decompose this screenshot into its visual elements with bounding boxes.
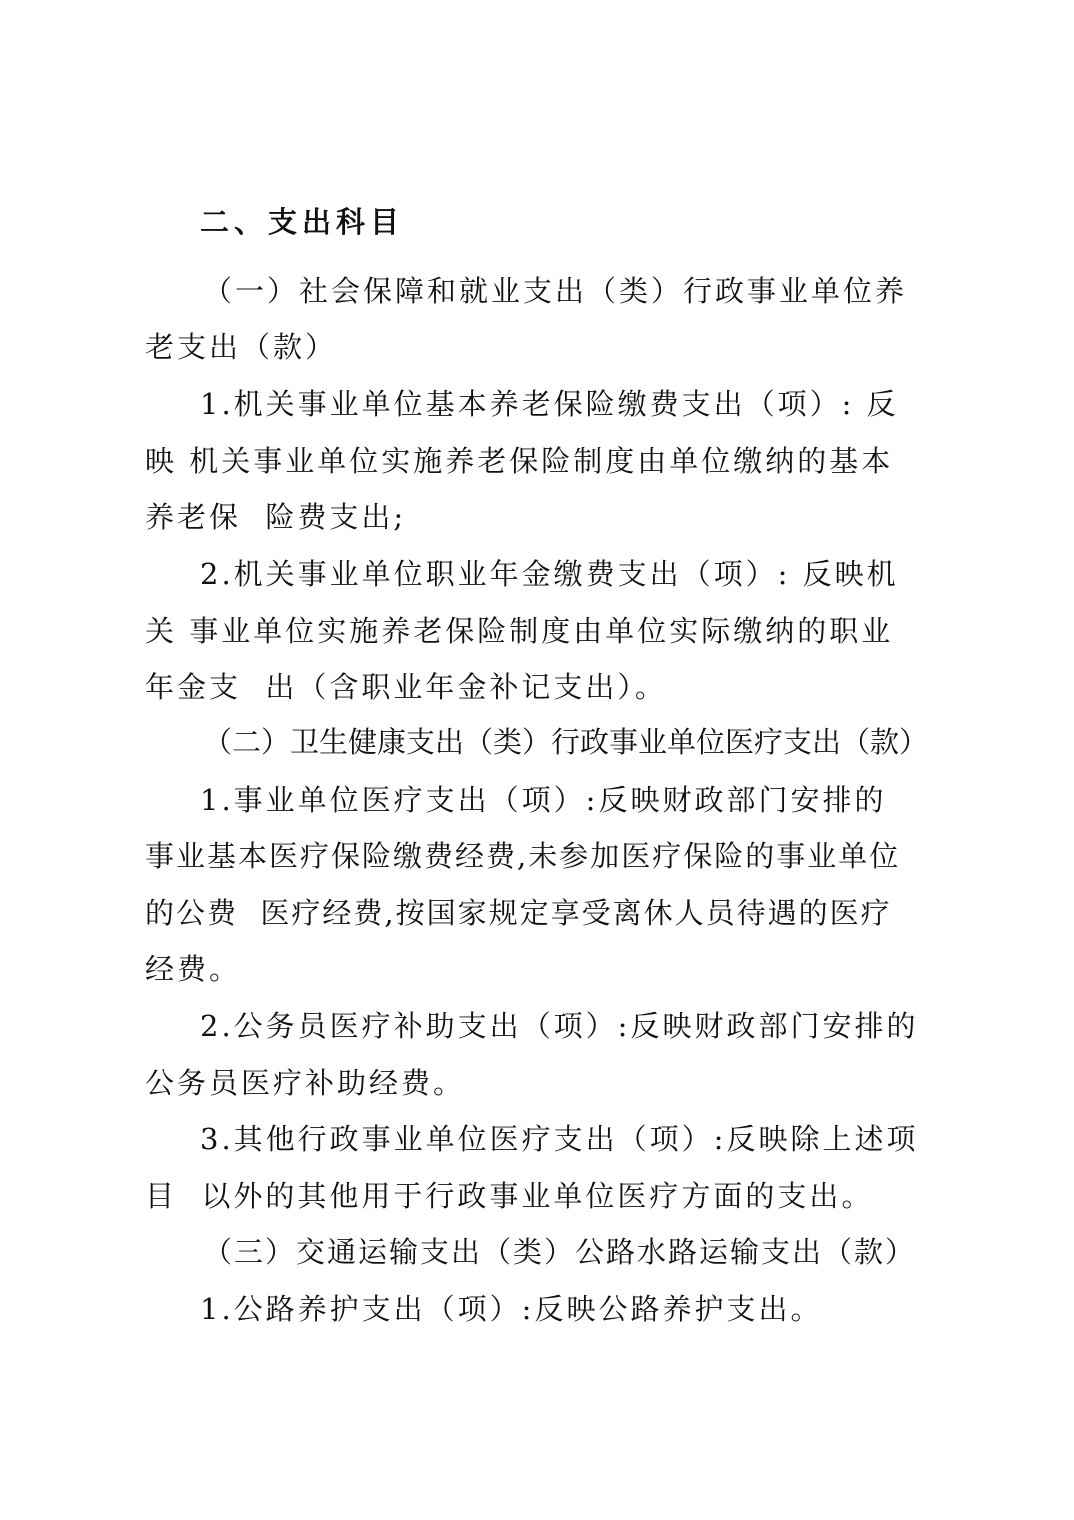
paragraph-line: 1.事业单位医疗支出（项）:反映财政部门安排的 bbox=[200, 783, 887, 817]
paragraph-line: 事业基本医疗保险缴费经费,未参加医疗保险的事业单位 bbox=[145, 839, 901, 873]
paragraph-line: 经费。 bbox=[145, 952, 242, 986]
paragraph-line: 1.机关事业单位基本养老保险缴费支出（项）: 反 bbox=[200, 387, 899, 421]
section-heading: 二、支出科目 bbox=[200, 205, 405, 239]
paragraph-line: 关 事业单位实施养老保险制度由单位实际缴纳的职业 bbox=[145, 614, 894, 648]
paragraph-line: 1.公路养护支出（项）:反映公路养护支出。 bbox=[200, 1292, 823, 1326]
paragraph-line: 2.机关事业单位职业年金缴费支出（项）: 反映机 bbox=[200, 557, 899, 591]
paragraph-line: 养老保 险费支出; bbox=[145, 500, 407, 534]
paragraph-line: 3.其他行政事业单位医疗支出（项）:反映除上述项 bbox=[200, 1122, 919, 1156]
paragraph-line: （三）交通运输支出（类）公路水路运输支出（款） bbox=[203, 1235, 917, 1269]
paragraph-line: 年金支 出（含职业年金补记支出）。 bbox=[145, 670, 667, 704]
paragraph-line: 目 以外的其他用于行政事业单位医疗方面的支出。 bbox=[145, 1179, 874, 1213]
paragraph-line: 2.公务员医疗补助支出（项）:反映财政部门安排的 bbox=[200, 1009, 919, 1043]
paragraph-line: 公务员医疗补助经费。 bbox=[145, 1066, 466, 1100]
paragraph-line: 老支出（款） bbox=[145, 330, 338, 364]
paragraph-line: 的公费 医疗经费,按国家规定享受离休人员待遇的医疗 bbox=[145, 896, 892, 930]
paragraph-line: 映 机关事业单位实施养老保险制度由单位缴纳的基本 bbox=[145, 444, 894, 478]
paragraph-line: （一）社会保障和就业支出（类）行政事业单位养 bbox=[203, 274, 908, 308]
paragraph-line: （二）卫生健康支出（类）行政事业单位医疗支出（款） bbox=[203, 725, 929, 759]
